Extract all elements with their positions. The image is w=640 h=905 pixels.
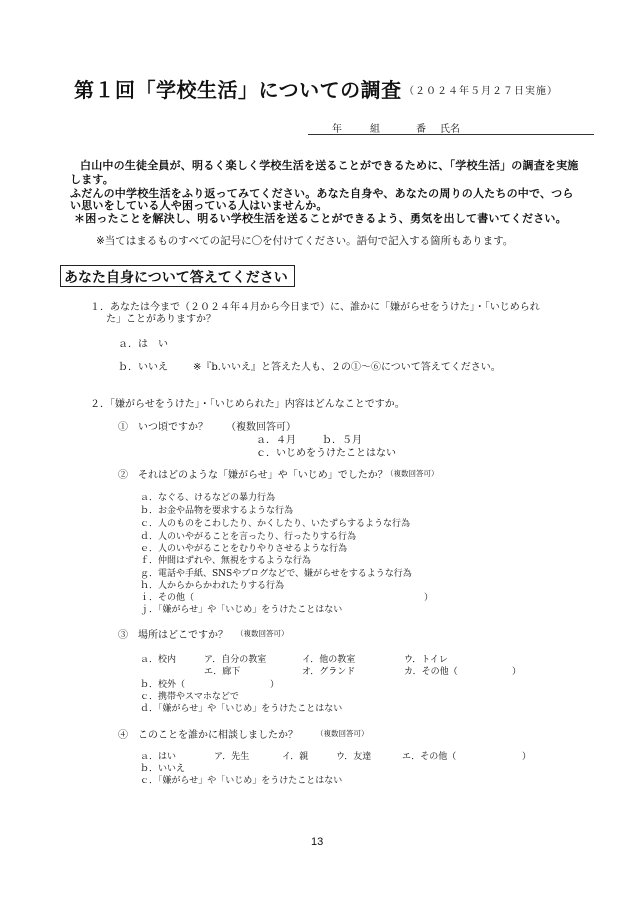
q2-sub3-option-b-close: ） bbox=[270, 680, 280, 690]
page-number: 13 bbox=[311, 836, 324, 848]
q2-sub3-place-other-close: ） bbox=[512, 667, 522, 677]
q2-sub4-person[interactable]: ア．先生 bbox=[214, 752, 250, 762]
q2-sub2-other-close: ） bbox=[424, 593, 434, 603]
q2-sub3-place[interactable]: ウ．トイレ bbox=[404, 655, 448, 665]
name-field-line[interactable] bbox=[308, 118, 594, 135]
q2-sub1-option-a[interactable]: ａ．４月 bbox=[256, 435, 296, 446]
section-title: あなた自身について答えてください bbox=[64, 270, 288, 286]
name-label-year: 年 bbox=[332, 124, 342, 135]
q2-sub4-option-c[interactable]: ｃ．「嫌がらせ」や「いじめ」をうけたことはない bbox=[140, 776, 343, 786]
q2-sub3-place[interactable]: エ．廊下 bbox=[204, 667, 241, 677]
q2-sub4-text: ④ このことを誰かに相談しましたか？ bbox=[118, 730, 298, 741]
q2-sub4-person[interactable]: ウ．友達 bbox=[336, 752, 372, 762]
q2-sub3-place-other[interactable]: カ．その他（ bbox=[404, 667, 458, 677]
page-title: 第１回「学校生活」についての調査 bbox=[74, 78, 402, 102]
q2-sub2-option[interactable]: ｊ．「嫌がらせ」や「いじめ」をうけたことはない bbox=[140, 605, 343, 615]
q2-sub2-option[interactable]: ｈ．人からからかわれたりする行為 bbox=[140, 581, 285, 591]
q2-sub1-text: ① いつ頃ですか？ bbox=[118, 422, 208, 433]
intro-line: ＊困ったことを解決し、明るい学校生活を送ることができるよう、勇気を出して書いてください。 bbox=[74, 212, 567, 225]
intro-line: ふだんの中学校生活をふり返ってみてください。あなた自身や、あなたの周りの人たちの中で、つら bbox=[70, 187, 574, 200]
q2-sub2-option[interactable]: ｂ．お金や品物を要求するような行為 bbox=[140, 506, 294, 516]
q2-sub2-text: ② それはどのような「嫌がらせ」や「いじめ」でしたか？ bbox=[118, 470, 388, 481]
q2-sub4-person-other[interactable]: エ．その他（ bbox=[402, 752, 457, 762]
q2-sub1-multi: （複数回答可） bbox=[226, 422, 296, 433]
section-header-box bbox=[60, 265, 295, 287]
q2-sub3-place[interactable]: オ．グランド bbox=[302, 667, 356, 677]
q2-sub4-option-a[interactable]: ａ．はい bbox=[140, 752, 177, 762]
q1-option-b-note: ※『b.いいえ』と答えた人も、２の①～⑥について答えてください。 bbox=[193, 362, 501, 373]
q1-option-a[interactable]: ａ．は い bbox=[118, 339, 168, 350]
q2-sub4-person-other-close: ） bbox=[522, 752, 532, 762]
name-label-name: 氏名 bbox=[440, 124, 460, 135]
q2-sub3-multi: （複数回答可） bbox=[236, 629, 289, 638]
intro-line: い思いをしている人や困っている人はいませんか。 bbox=[70, 199, 328, 212]
q2-sub2-option-other[interactable]: ｉ．その他（ bbox=[140, 593, 195, 603]
q2-sub4-person[interactable]: イ．親 bbox=[282, 752, 309, 762]
question-1-text: １．あなたは今まで（２０２４年４月から今日まで）に、誰かに「嫌がらせをうけた」・「いじめられ bbox=[90, 302, 540, 313]
q2-sub2-option[interactable]: ａ．なぐる、けるなどの暴力行為 bbox=[140, 493, 276, 503]
intro-line: します。 bbox=[70, 173, 114, 186]
q2-sub4-multi: （複数回答可） bbox=[316, 729, 369, 738]
name-label-class: 組 bbox=[370, 124, 380, 135]
q2-sub3-place[interactable]: イ．他の教室 bbox=[302, 655, 356, 665]
q2-sub2-option[interactable]: ｅ．人のいやがることをむりやりさせるような行為 bbox=[140, 544, 348, 554]
q2-sub3-place[interactable]: ア．自分の教室 bbox=[204, 655, 267, 665]
question-1-text-cont: た」ことがありますか？ bbox=[106, 314, 216, 325]
name-label-number: 番 bbox=[416, 124, 426, 135]
q2-sub2-option[interactable]: ｃ．人のものをこわしたり、かくしたり、いたずらするような行為 bbox=[140, 519, 411, 529]
q2-sub2-option[interactable]: ｇ．電話や手紙、SNSやブログなどで、嫌がらせをするような行為 bbox=[140, 569, 412, 579]
survey-date: （２０２４年５月２７日実施） bbox=[404, 86, 558, 97]
q2-sub1-option-b[interactable]: ｂ．５月 bbox=[322, 435, 362, 446]
q2-sub3-option-c[interactable]: ｃ．携帯やスマホなどで bbox=[140, 692, 239, 702]
question-2-text: ２．「嫌がらせをうけた」・「いじめられた」内容はどんなことですか。 bbox=[90, 399, 405, 410]
q2-sub1-option-c[interactable]: ｃ．いじめをうけたことはない bbox=[256, 448, 396, 459]
q2-sub2-option[interactable]: ｄ．人のいやがることを言ったり、行ったりする行為 bbox=[140, 532, 357, 542]
q2-sub3-text: ③ 場所はどこですか？ bbox=[118, 630, 228, 641]
intro-line: 白山中の生徒全員が、明るく楽しく学校生活を送ることができるために、「学校生活」の調査を実施 bbox=[80, 159, 579, 172]
q2-sub3-option-d[interactable]: ｄ．「嫌がらせ」や「いじめ」をうけたことはない bbox=[140, 704, 343, 714]
q2-sub3-option-b[interactable]: ｂ．校外（ bbox=[140, 680, 186, 690]
instruction-note: ※当てはまるものすべての記号に〇を付けてください。語句で記入する箇所もあります。 bbox=[96, 235, 514, 247]
q2-sub3-option-a[interactable]: ａ．校内 bbox=[140, 655, 177, 665]
q1-option-b[interactable]: ｂ．いいえ bbox=[118, 362, 168, 373]
q2-sub2-multi: （複数回答可） bbox=[386, 469, 439, 478]
q2-sub4-option-b[interactable]: ｂ．いいえ bbox=[140, 764, 186, 774]
q2-sub2-option[interactable]: ｆ．仲間はずれや、無視をするような行為 bbox=[140, 556, 311, 566]
